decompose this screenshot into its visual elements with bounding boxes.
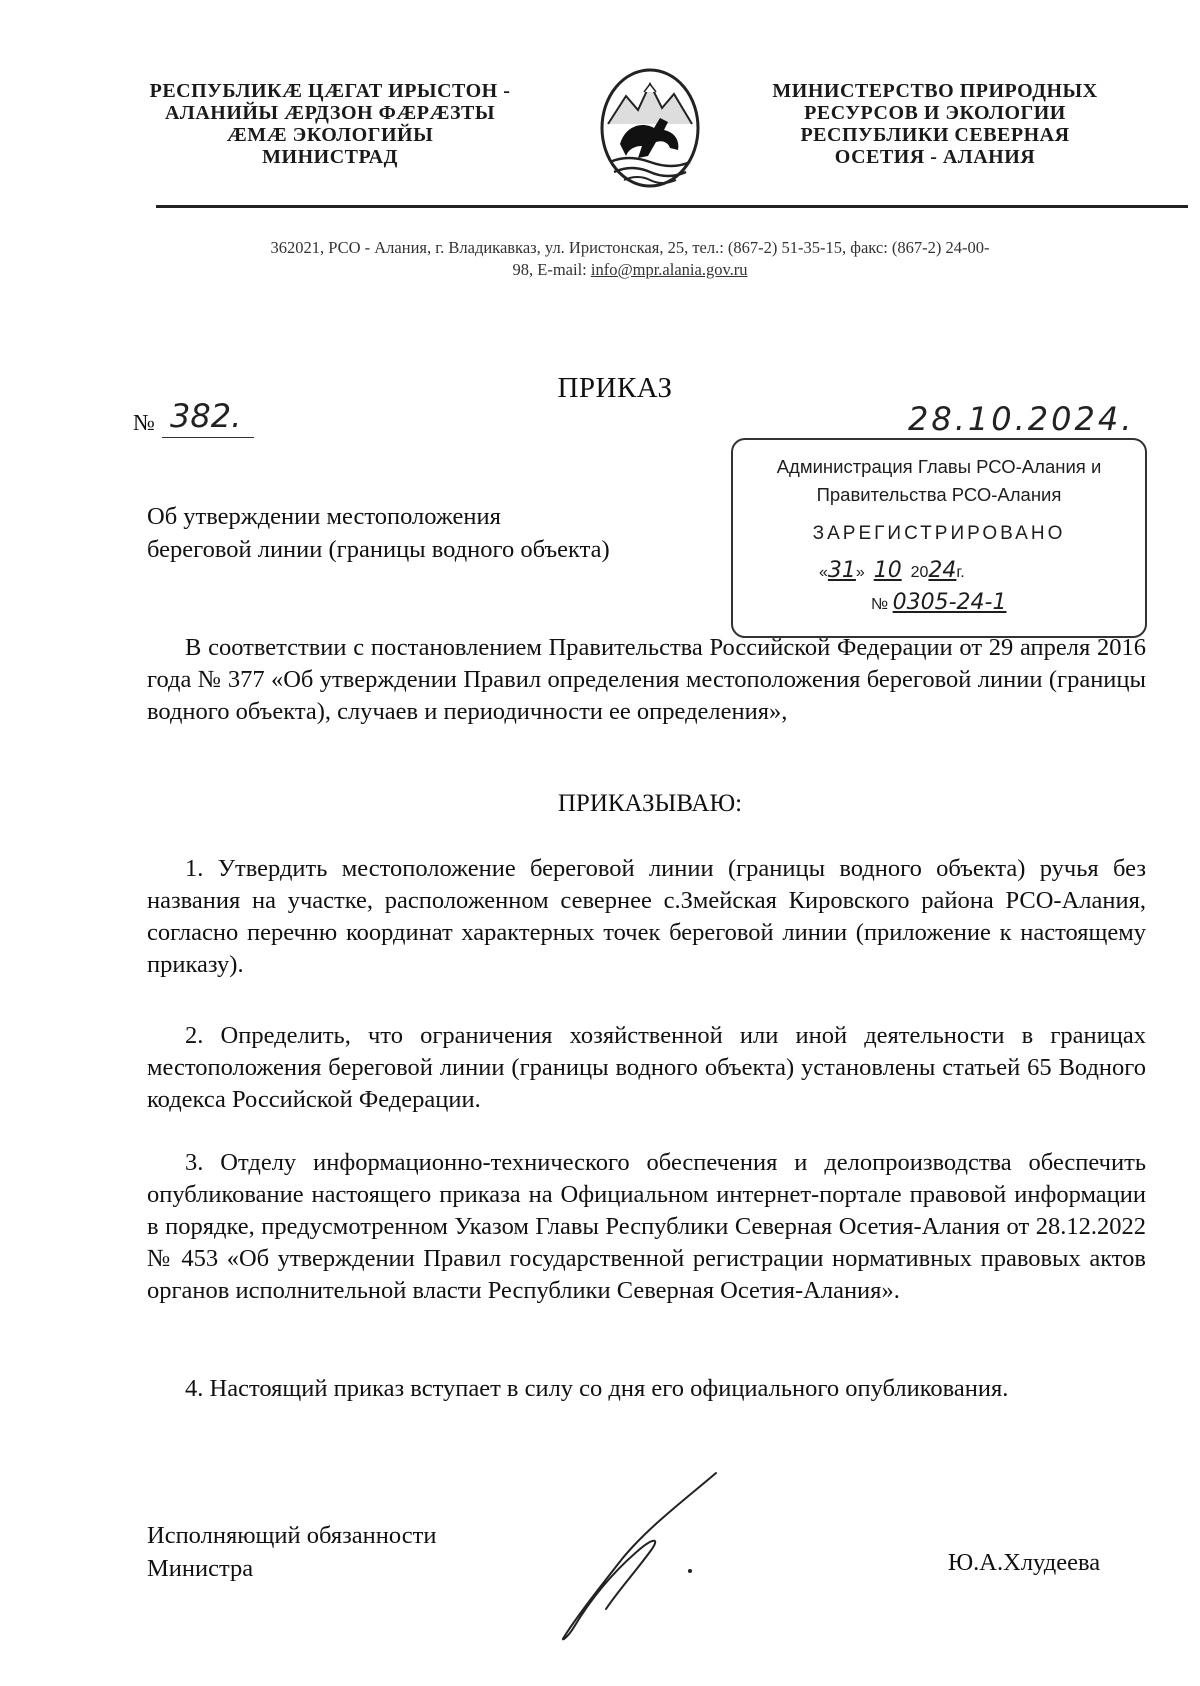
signer-position-line: Министра — [147, 1555, 254, 1582]
stamp-quote-close: » — [855, 564, 865, 581]
preamble-text: В соответствии с постановлением Правительства Российской Федерации от 29 апреля 2016 года № 377 «Об утверждении Правил определения местоположения береговой линии (границы водного объекта), случаев и периодичности ее определения», — [147, 634, 1146, 725]
order-title: ПРИКАЗ — [557, 372, 673, 404]
order-item-text: 1. Утвердить местоположение береговой линии (границы водного объекта) ручья без названия на участке, расположенном севернее с.Змейская Кировского района РСО-Алания, согласно перечню координат характерных точек береговой линии (приложение к настоящему приказу). — [147, 855, 1146, 978]
order-number-handwritten: 382. — [170, 397, 242, 435]
order-item-text: 4. Настоящий приказ вступает в силу со дня его официального опубликования. — [185, 1375, 1009, 1402]
preamble-paragraph — [147, 632, 1146, 728]
header-right-line: РЕСУРСОВ И ЭКОЛОГИИ — [804, 102, 1066, 124]
header-left-line: АЛАНИЙЫ ӔРДЗОН ФӔРӔЗТЫ — [164, 102, 496, 124]
stamp-date-year: 24 — [928, 558, 957, 583]
order-date-handwritten: 28.10.2024. — [908, 400, 1135, 438]
address-prefix: 98, E-mail: — [512, 260, 591, 279]
registration-stamp — [731, 438, 1147, 638]
stamp-org-line: Правительства РСО-Алания — [816, 484, 1062, 505]
stamp-number-sign: № — [871, 596, 889, 613]
order-number-underline — [162, 437, 254, 438]
address-line: 362021, РСО - Алания, г. Владикавказ, ул. Иристонская, 25, тел.: (867-2) 51-35-15, факс: (867-2) 24-00- — [270, 238, 990, 257]
header-right-russian — [755, 80, 1115, 168]
coat-of-arms-leopard-icon — [598, 66, 702, 194]
stamp-date-month: 10 — [873, 558, 902, 583]
email-link[interactable]: info@mpr.alania.gov.ru — [590, 260, 748, 279]
header-left-line: РЕСПУБЛИКӔ ЦӔГАТ ИРЫСТОН - — [149, 80, 511, 102]
subject-line: береговой линии (границы водного объекта) — [147, 536, 610, 563]
address-line-2 — [120, 259, 1140, 281]
order-subject — [147, 500, 610, 566]
order-item — [147, 1147, 1146, 1307]
subject-line: Об утверждении местоположения — [147, 503, 501, 530]
order-item — [147, 853, 1146, 981]
signer-position-line: Исполняющий обязанности — [147, 1522, 437, 1549]
stamp-year-suffix: г. — [956, 564, 965, 581]
order-item — [147, 1020, 1146, 1116]
order-item-text: 3. Отделу информационно-технического обеспечения и делопроизводства обеспечить опубликование настоящего приказа на Официальном интернет-портале правовой информации в порядке, предусмотренном Указом Главы Республики Северная Осетия-Алания от 28.12.2022 № 453 «Об утверждении Правил государственной регистрации нормативных правовых актов органов исполнительной власти Республики Северная Осетия-Алания». — [147, 1149, 1146, 1304]
handwritten-signature-icon — [548, 1467, 738, 1645]
stamp-date — [819, 558, 965, 583]
stamp-year-prefix: 20 — [910, 564, 929, 581]
stamp-registered-label: ЗАРЕГИСТРИРОВАНО — [812, 523, 1066, 544]
header-right-line: ОСЕТИЯ - АЛАНИЯ — [834, 146, 1036, 168]
signer-name: Ю.А.Хлудеева — [948, 1549, 1101, 1576]
signer-position — [147, 1519, 436, 1585]
stamp-date-day: 31 — [827, 558, 856, 583]
header-left-line: ӔМӔ ЭКОЛОГИЙЫ — [226, 124, 434, 146]
header-right-line: МИНИСТЕРСТВО ПРИРОДНЫХ — [772, 80, 1098, 102]
header-right-line: РЕСПУБЛИКИ СЕВЕРНАЯ — [800, 124, 1070, 146]
stamp-number-value: 0305-24-1 — [892, 590, 1007, 615]
stamp-quote-open: « — [819, 564, 828, 581]
stamp-org-line: Администрация Главы РСО-Алания и — [776, 456, 1102, 477]
header-left-ossetian — [120, 80, 540, 168]
order-number-sign: № — [133, 410, 155, 435]
address-block — [120, 237, 1140, 281]
stamp-number — [871, 590, 1006, 615]
order-verb: ПРИКАЗЫВАЮ: — [557, 790, 743, 817]
order-item-text: 2. Определить, что ограничения хозяйственной или иной деятельности в границах местоположения береговой линии (границы водного объекта) установлены статьей 65 Водного кодекса Российской Федерации. — [147, 1022, 1146, 1113]
order-item — [147, 1373, 1146, 1405]
header-left-line: МИНИСТРАД — [262, 146, 398, 168]
header-divider — [156, 205, 1188, 208]
